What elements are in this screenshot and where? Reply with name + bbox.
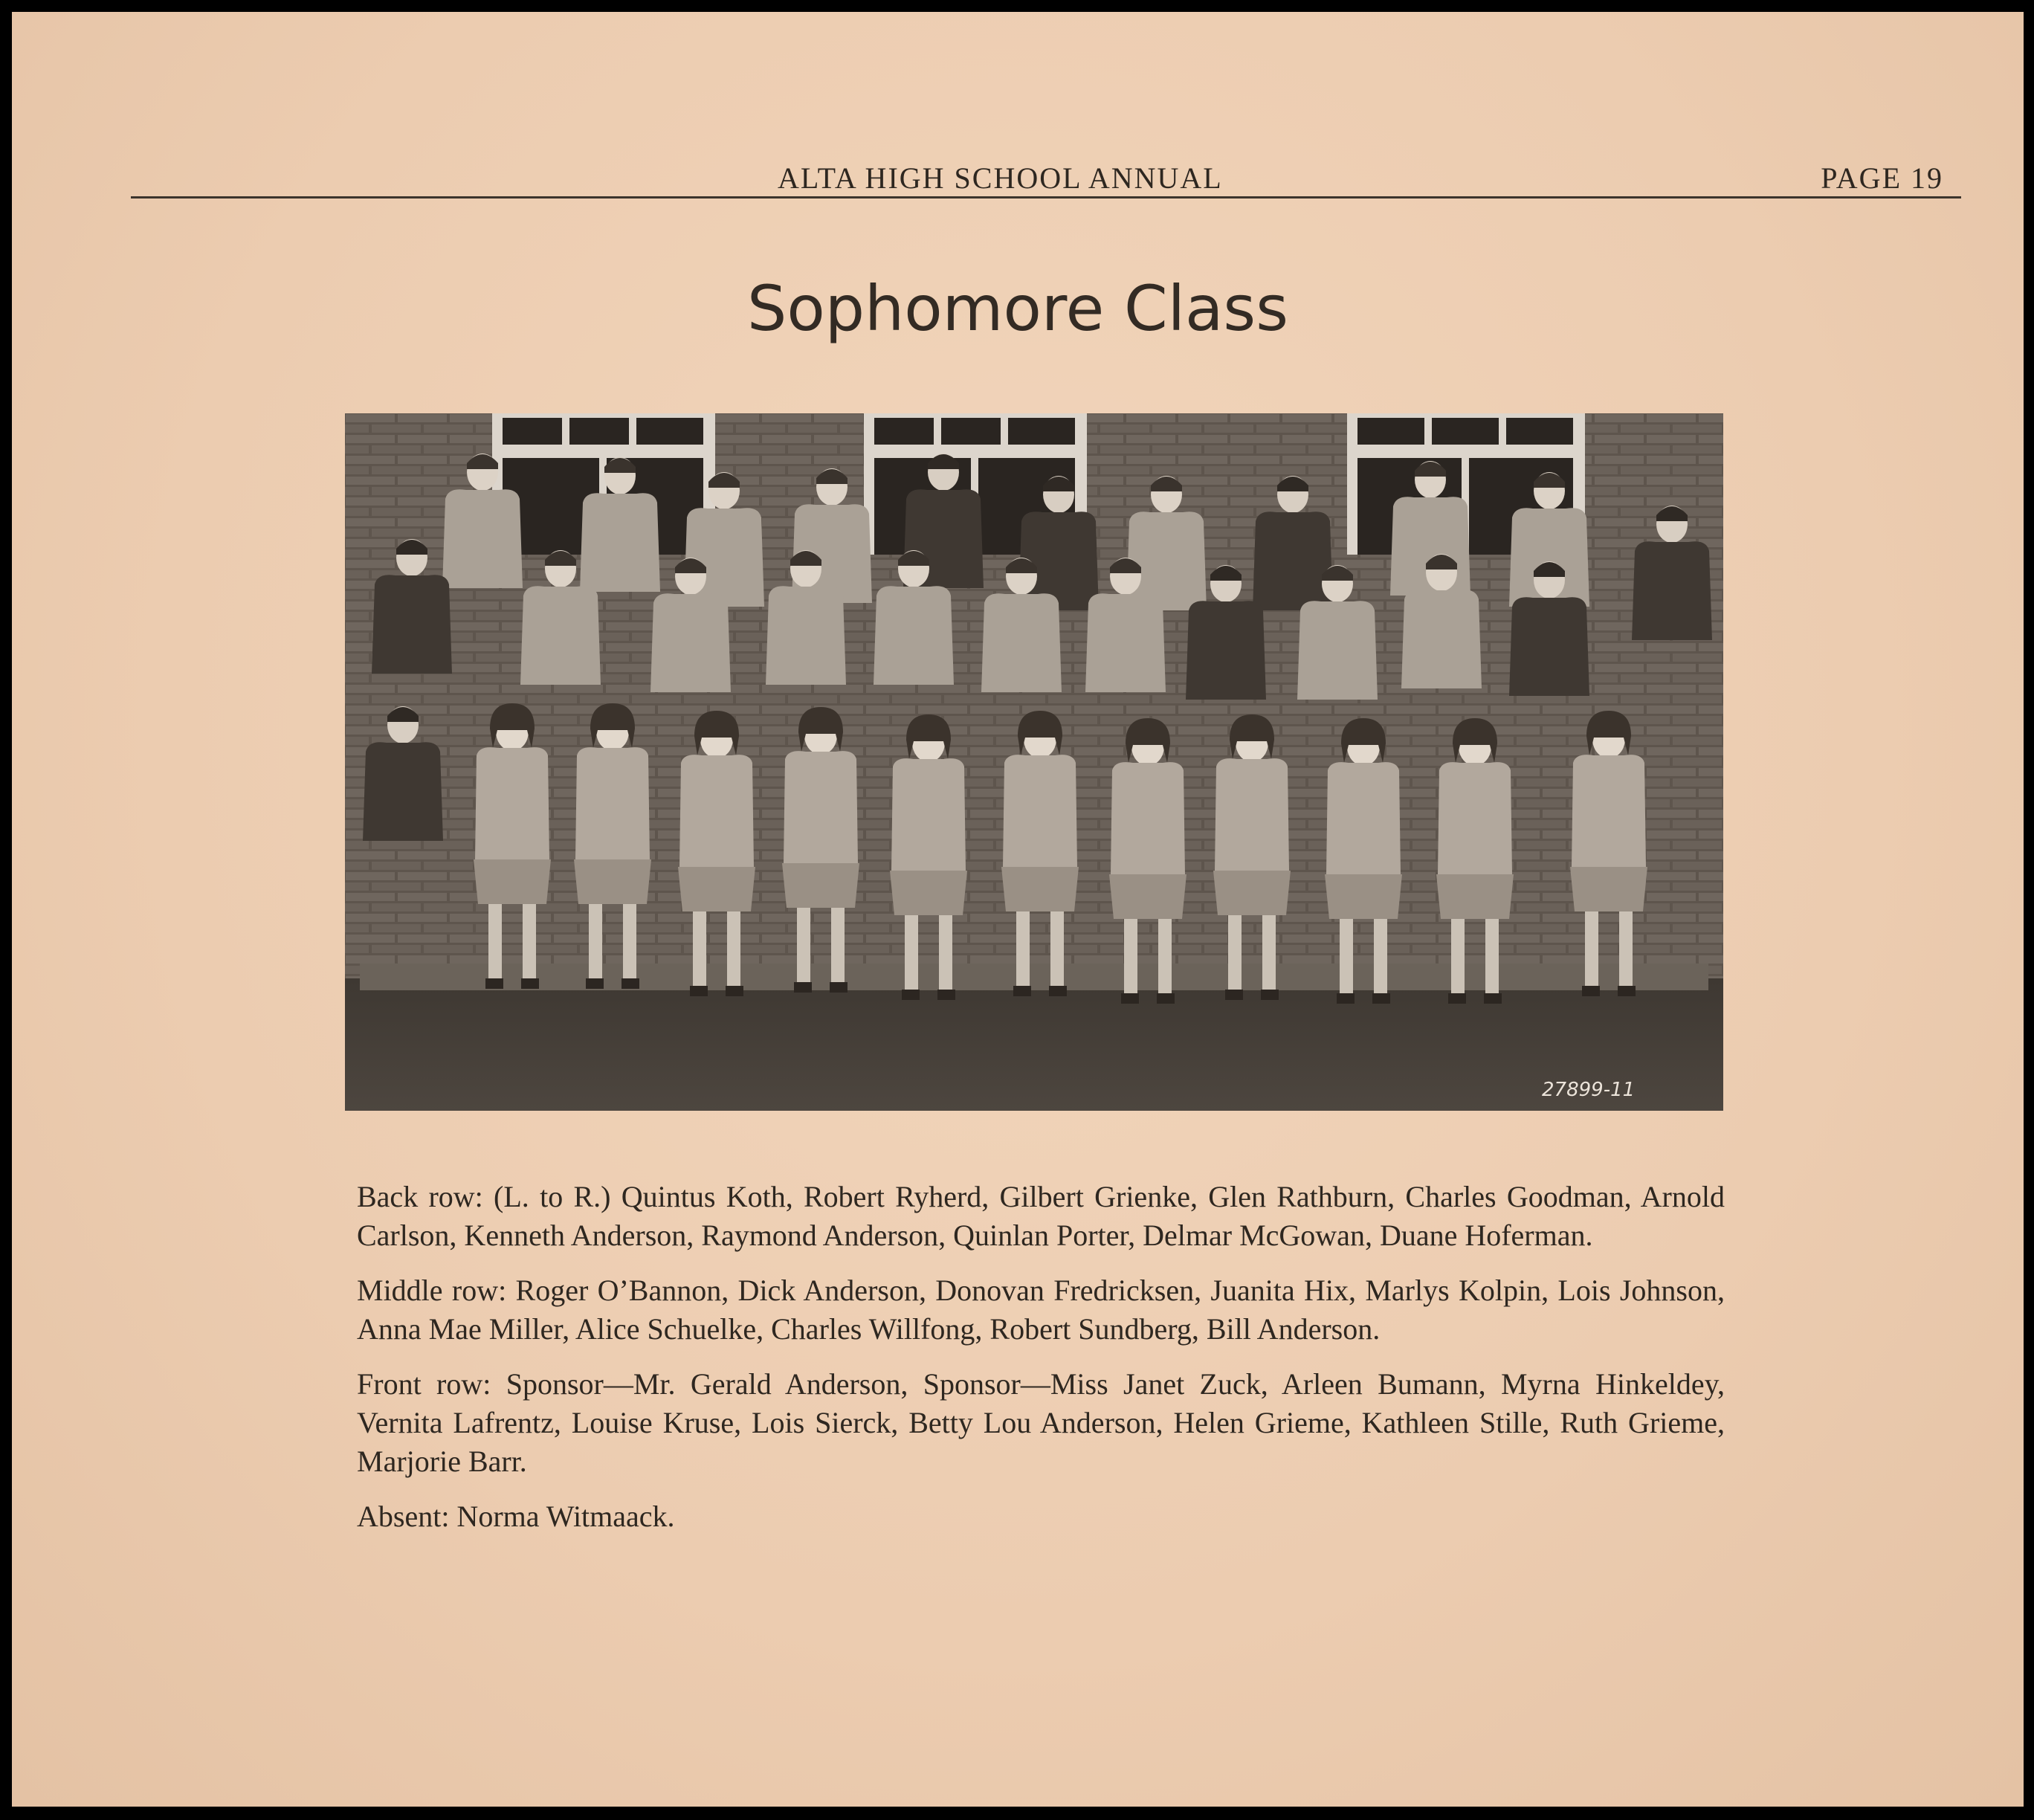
caption-absent: Absent: Norma Witmaack. [357, 1500, 675, 1533]
caption-front-row: Front row: Sponsor—Mr. Gerald Anderson, Sponsor—Miss Janet Zuck, Arleen Bumann, Myrna Hinkeldey, Vernita Lafrentz, Louise Kruse, Lois Sierck, Betty Lou Anderson, Helen Grieme, Kathleen Stille, Ruth Grieme, Marjorie Barr. [357, 1367, 1725, 1478]
page-title: Sophomore Class [747, 272, 1288, 345]
negative-number: 27899-11 [1542, 1079, 1636, 1101]
yearbook-page [12, 12, 2024, 1807]
page-number: PAGE 19 [1821, 161, 1943, 195]
class-photo [345, 413, 1723, 1111]
publication-header: ALTA HIGH SCHOOL ANNUAL [778, 161, 1223, 195]
photo-caption [357, 1178, 1725, 1552]
caption-back-row: Back row: (L. to R.) Quintus Koth, Robert Ryherd, Gilbert Grienke, Glen Rathburn, Charles Goodman, Arnold Carlson, Kenneth Anderson, Raymond Anderson, Quinlan Porter, Delmar McGowan, Duane Hoferman. [357, 1180, 1725, 1252]
header-rule [131, 196, 1961, 199]
caption-middle-row: Middle row: Roger O’Bannon, Dick Anderson, Donovan Fredricksen, Juanita Hix, Marlys Kolpin, Lois Johnson, Anna Mae Miller, Alice Schuelke, Charles Willfong, Robert Sundberg, Bill Anderson. [357, 1274, 1725, 1346]
